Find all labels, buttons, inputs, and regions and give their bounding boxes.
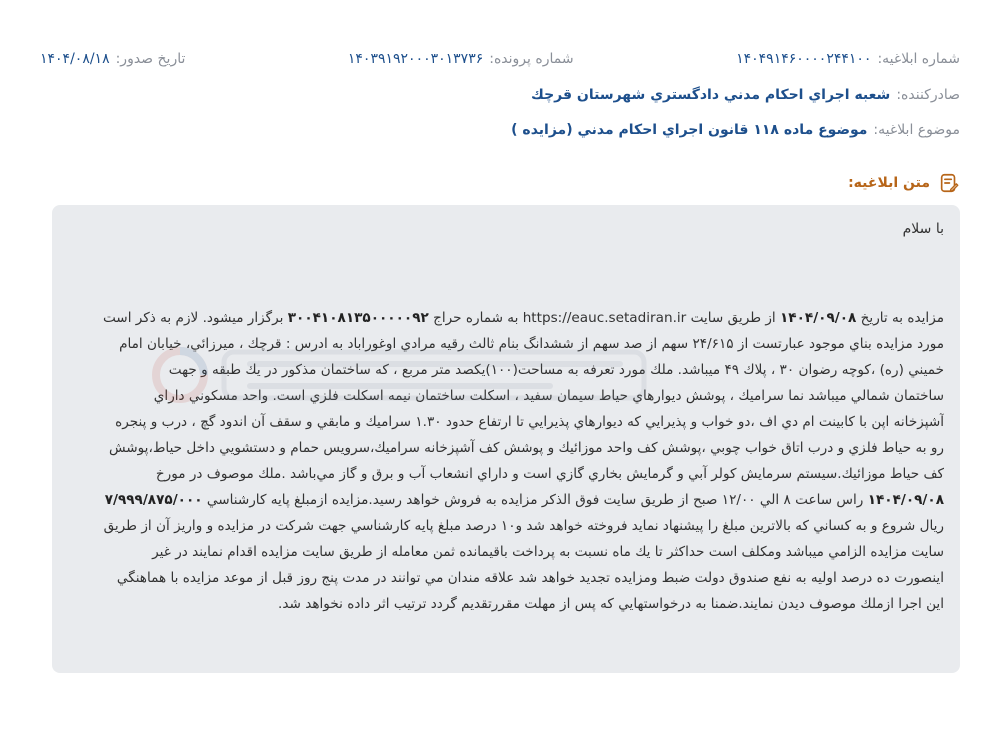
auction-number: ۳۰۰۴۱۰۸۱۳۵۰۰۰۰۰۹۲ (287, 310, 429, 326)
issue-date (40, 51, 185, 67)
paragraph-line: کف حياط موزائيك.سيستم سرمايش کولر آبي و گرمايش بخاري گازي است و داراي انشعاب آب و برق و گاز مي‌باشد .ملك موصوف در مورخ (155, 466, 944, 482)
paragraph-line: خميني (ره) ،کوچه رضوان ۳۰ ، پلاك ۴۹ ميباشد. ملك مورد تعرفه به مساحت(۱۰۰)يکصد متر مربع ، که ساختمان مذکور در يك طبقه و جهت (168, 362, 944, 378)
paragraph-line: اين اجرا ازملك موصوف ديدن نمايند.ضمنا به درخواستهايي که پس از مهلت مقررتقديم گردد ترتيب اثر داده نخواهد شد. (278, 596, 944, 612)
notice-number-value: ۱۴۰۴۹۱۴۶۰۰۰۰۲۴۴۱۰۰ (736, 51, 872, 67)
notice-meta-row (40, 48, 960, 70)
notice-text-title: متن ابلاغيه: (848, 175, 930, 191)
paragraph-line: ساختمان شمالي ميباشد نما سراميك ، پوشش ديوارهاي حياط سيمان سفيد ، اسکلت ساختمان نيمه اسکلت فلزي است. واحد مسکوني داراي (153, 388, 944, 404)
issuer-value: شعبه اجراي احکام مدني دادگستري شهرستان قرچك (531, 87, 891, 103)
case-number-label: شماره پرونده: (489, 51, 574, 67)
paragraph-line: سايت مزايده الزامي ميباشد ومکلف است حداکثر تا يك ماه نسبت به پرداخت باقيمانده ثمن معامله از طريق سايت مزايده اقدام نمايند در غير (152, 544, 944, 560)
line-text: راس ساعت ۸ الي ۱۲/۰۰ صبح از طريق سايت فوق الذکر مزايده به فروش خواهد رسيد.مزايده ازمبلغ پايه کارشناسي (202, 492, 868, 508)
issue-date-value: ۱۴۰۴/۰۸/۱۸ (40, 51, 110, 67)
notice-number (736, 51, 960, 67)
subject-value: موضوع ماده ۱۱۸ قانون اجراي احکام مدني (مزايده ) (511, 122, 868, 138)
issue-date-label: تاريخ صدور: (115, 51, 186, 67)
paragraph-line: آشپزخانه اپن با کابينت ام دي اف ،دو خواب و پذيرايي که ديوارهاي پذيرايي تا ارتفاع حدود ۱.۳۰ سراميك و مابقي و سقف آن اندود گچ ، درب و پنجره (115, 414, 944, 430)
paragraph-line: رو به حياط فلزي و درب اتاق خواب چوبي ،پوشش کف واحد موزائيك و پوشش کف آشپزخانه سراميك،سرويس حمام و دستشويي داخل حياط،پوشش (108, 440, 944, 456)
subject-label: موضوع ابلاغيه: (873, 122, 960, 138)
subject-line (40, 119, 960, 141)
paragraph-line: ريال شروع و به کساني که بالاترين مبلغ را پيشنهاد نمايد فروخته خواهد شد و۱۰ درصد مبلغ پايه کارشناسي جهت شرکت در مزايده و واريز آن از طريق (103, 518, 944, 534)
note-icon (938, 172, 960, 194)
sale-date: ۱۴۰۴/۰۹/۰۸ (867, 492, 944, 508)
line-text: مزايده به تاريخ (856, 310, 944, 326)
paragraph-line (68, 487, 944, 513)
line-text: برگزار ميشود. لازم به ذکر است (102, 310, 288, 326)
issuer-line (40, 84, 960, 106)
paragraph-line: اينصورت ده درصد اوليه به نفع صندوق دولت ضبط ومزايده تجديد خواهد شد علاقه مندان مي توانند در مدت پنج روز قبل از موعد مزايده با هماهنگي (116, 570, 944, 586)
paragraph-line: مورد مزايده بناي موجود عبارتست از ۲۴/۶۱۵ سهم از صد سهم از ششدانگ بنام ثالث رقيه مرادي اوغوراباد به ادرس : قرچك ، ميرزائي، خيابان امام (119, 336, 944, 352)
auction-date: ۱۴۰۴/۰۹/۰۸ (780, 310, 857, 326)
notice-text-heading (848, 170, 960, 196)
notice-body-box (52, 205, 960, 673)
notice-number-label: شماره ابلاغيه: (877, 51, 960, 67)
issuer-label: صادرکننده: (896, 87, 960, 103)
greeting: با سلام (902, 221, 944, 237)
case-number (348, 51, 574, 67)
base-price: ۷/۹۹۹/۸۷۵/۰۰۰ (104, 492, 203, 508)
paragraph-line (68, 305, 944, 331)
case-number-value: ۱۴۰۳۹۱۹۲۰۰۰۳۰۱۳۷۳۶ (347, 51, 484, 67)
notice-paragraph (68, 305, 944, 617)
line-text: از طريق سايت https://eauc.setadiran.ir به شماره حراج (428, 310, 780, 326)
